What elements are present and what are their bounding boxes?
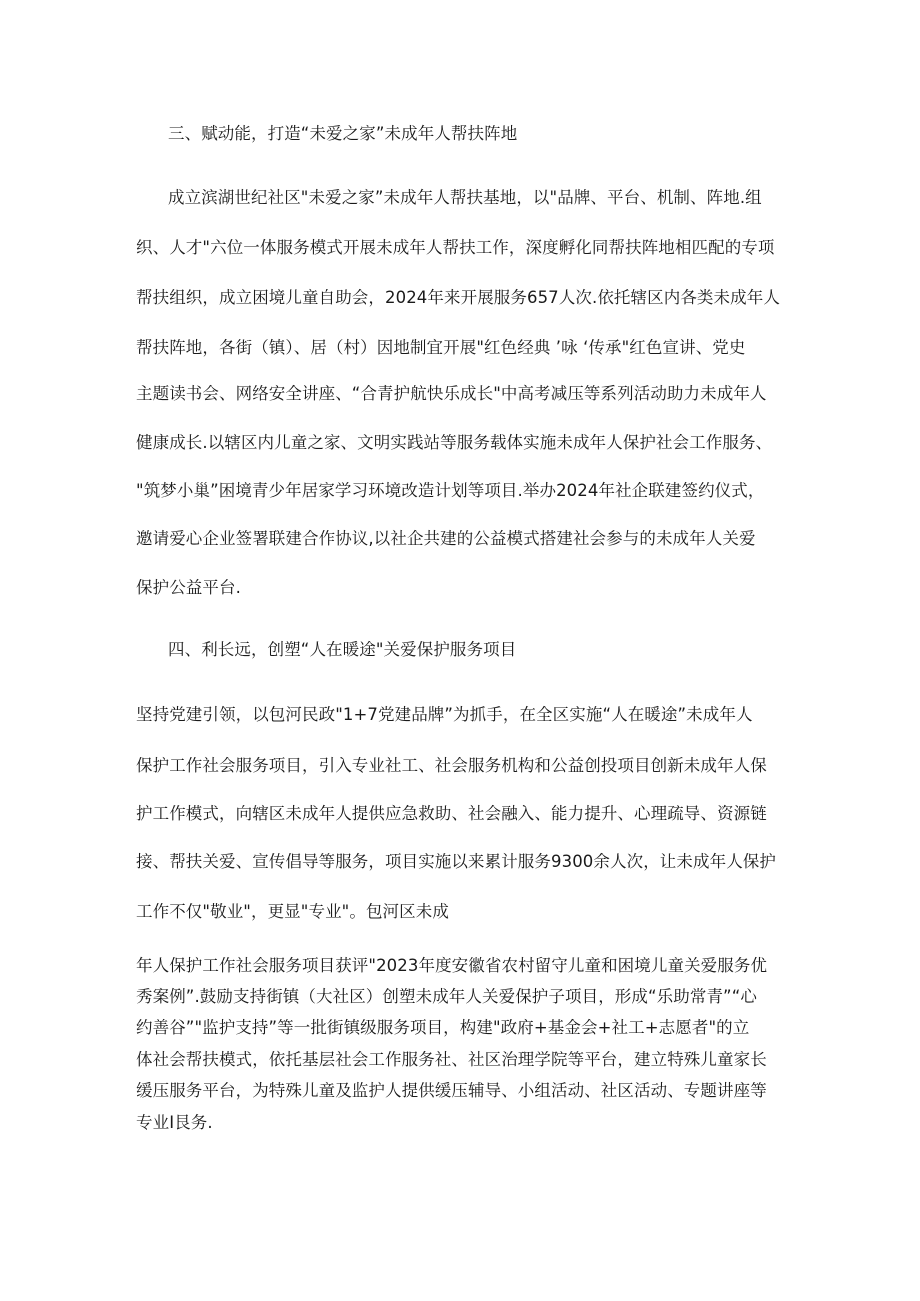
section-4-paragraph-line: 保护工作社会服务项目，引入专业社工、社会服务机构和公益创投项目创新未成年人保: [136, 756, 767, 775]
section-3-paragraph-line: 成立滨湖世纪社区"未爱之家”未成年人帮扶基地，以"品牌、平台、机制、阵地.组: [168, 188, 762, 207]
section-4-paragraph-2-line: 专业I艮务.: [136, 1113, 213, 1132]
section-4-paragraph-line: 接、帮扶关爱、宣传倡导等服务，项目实施以来累计服务9300余人次，让未成年人保护: [136, 852, 776, 871]
section-3-heading: 三、赋动能，打造“未爱之家”未成年人帮扶阵地: [168, 124, 518, 143]
section-3-paragraph-line: 保护公益平台.: [136, 578, 241, 597]
section-4-paragraph-2-line: 约善谷”"监护支持”等一批街镇级服务项目，构建"政府+基金会+社工+志愿者"的立: [136, 1018, 750, 1037]
section-3-paragraph-line: 主题读书会、网络安全讲座、“合青护航快乐成长"中高考减压等系列活动助力未成年人: [136, 384, 767, 403]
section-3-paragraph-line: 帮扶组织，成立困境儿童自助会，2024年来开展服务657人次.依托辖区内各类未成年人: [136, 288, 780, 307]
section-4-paragraph-2-line: 体社会帮扶模式，依托基层社会工作服务社、社区治理学院等平台，建立特殊儿童家长: [136, 1050, 767, 1069]
section-4-heading: 四、利长远，创塑“人在暖途"关爱保护服务项目: [168, 640, 517, 659]
section-4-paragraph-line: 坚持党建引领，以包河民政"1+7党建品牌”为抓手，在全区实施“人在暖途”未成年人: [136, 705, 753, 724]
section-4-paragraph-line: 工作不仅"敬业"，更显"专业"。包河区未成: [136, 902, 449, 921]
section-3-paragraph-line: 帮扶阵地，各街（镇）、居（村）因地制宜开展"红色经典 ’咏 ‘传承"红色宣讲、党史: [136, 338, 746, 357]
section-4-paragraph-line: 护工作模式，向辖区未成年人提供应急救助、社会融入、能力提升、心理疏导、资源链: [136, 804, 767, 823]
section-4-paragraph-2-line: 年人保护工作社会服务项目获评"2023年度安徽省农村留守儿童和困境儿童关爱服务优: [136, 956, 768, 975]
section-3-paragraph-line: 健康成长.以辖区内儿童之家、文明实践站等服务载体实施未成年人保护社会工作服务、: [136, 433, 773, 452]
section-4-paragraph-2-line: 秀案例”.鼓励支持街镇（大社区）创塑未成年人关爱保护子项目，形成“乐助常青”“心: [136, 987, 757, 1006]
section-4-paragraph-2-line: 缓压服务平台，为特殊儿童及监护人提供缓压辅导、小组活动、社区活动、专题讲座等: [136, 1081, 767, 1100]
section-3-paragraph-line: 织、人才"六位一体服务模式开展未成年人帮扶工作，深度孵化同帮扶阵地相匹配的专项: [136, 238, 775, 257]
section-3-paragraph-line: "筑梦小巢”困境青少年居家学习环境改造计划等项目.举办2024年社企联建签约仪式，: [136, 481, 765, 500]
section-3-paragraph-line: 邀请爱心企业签署联建合作协议,以社企共建的公益模式搭建社会参与的未成年人关爱: [136, 529, 756, 548]
